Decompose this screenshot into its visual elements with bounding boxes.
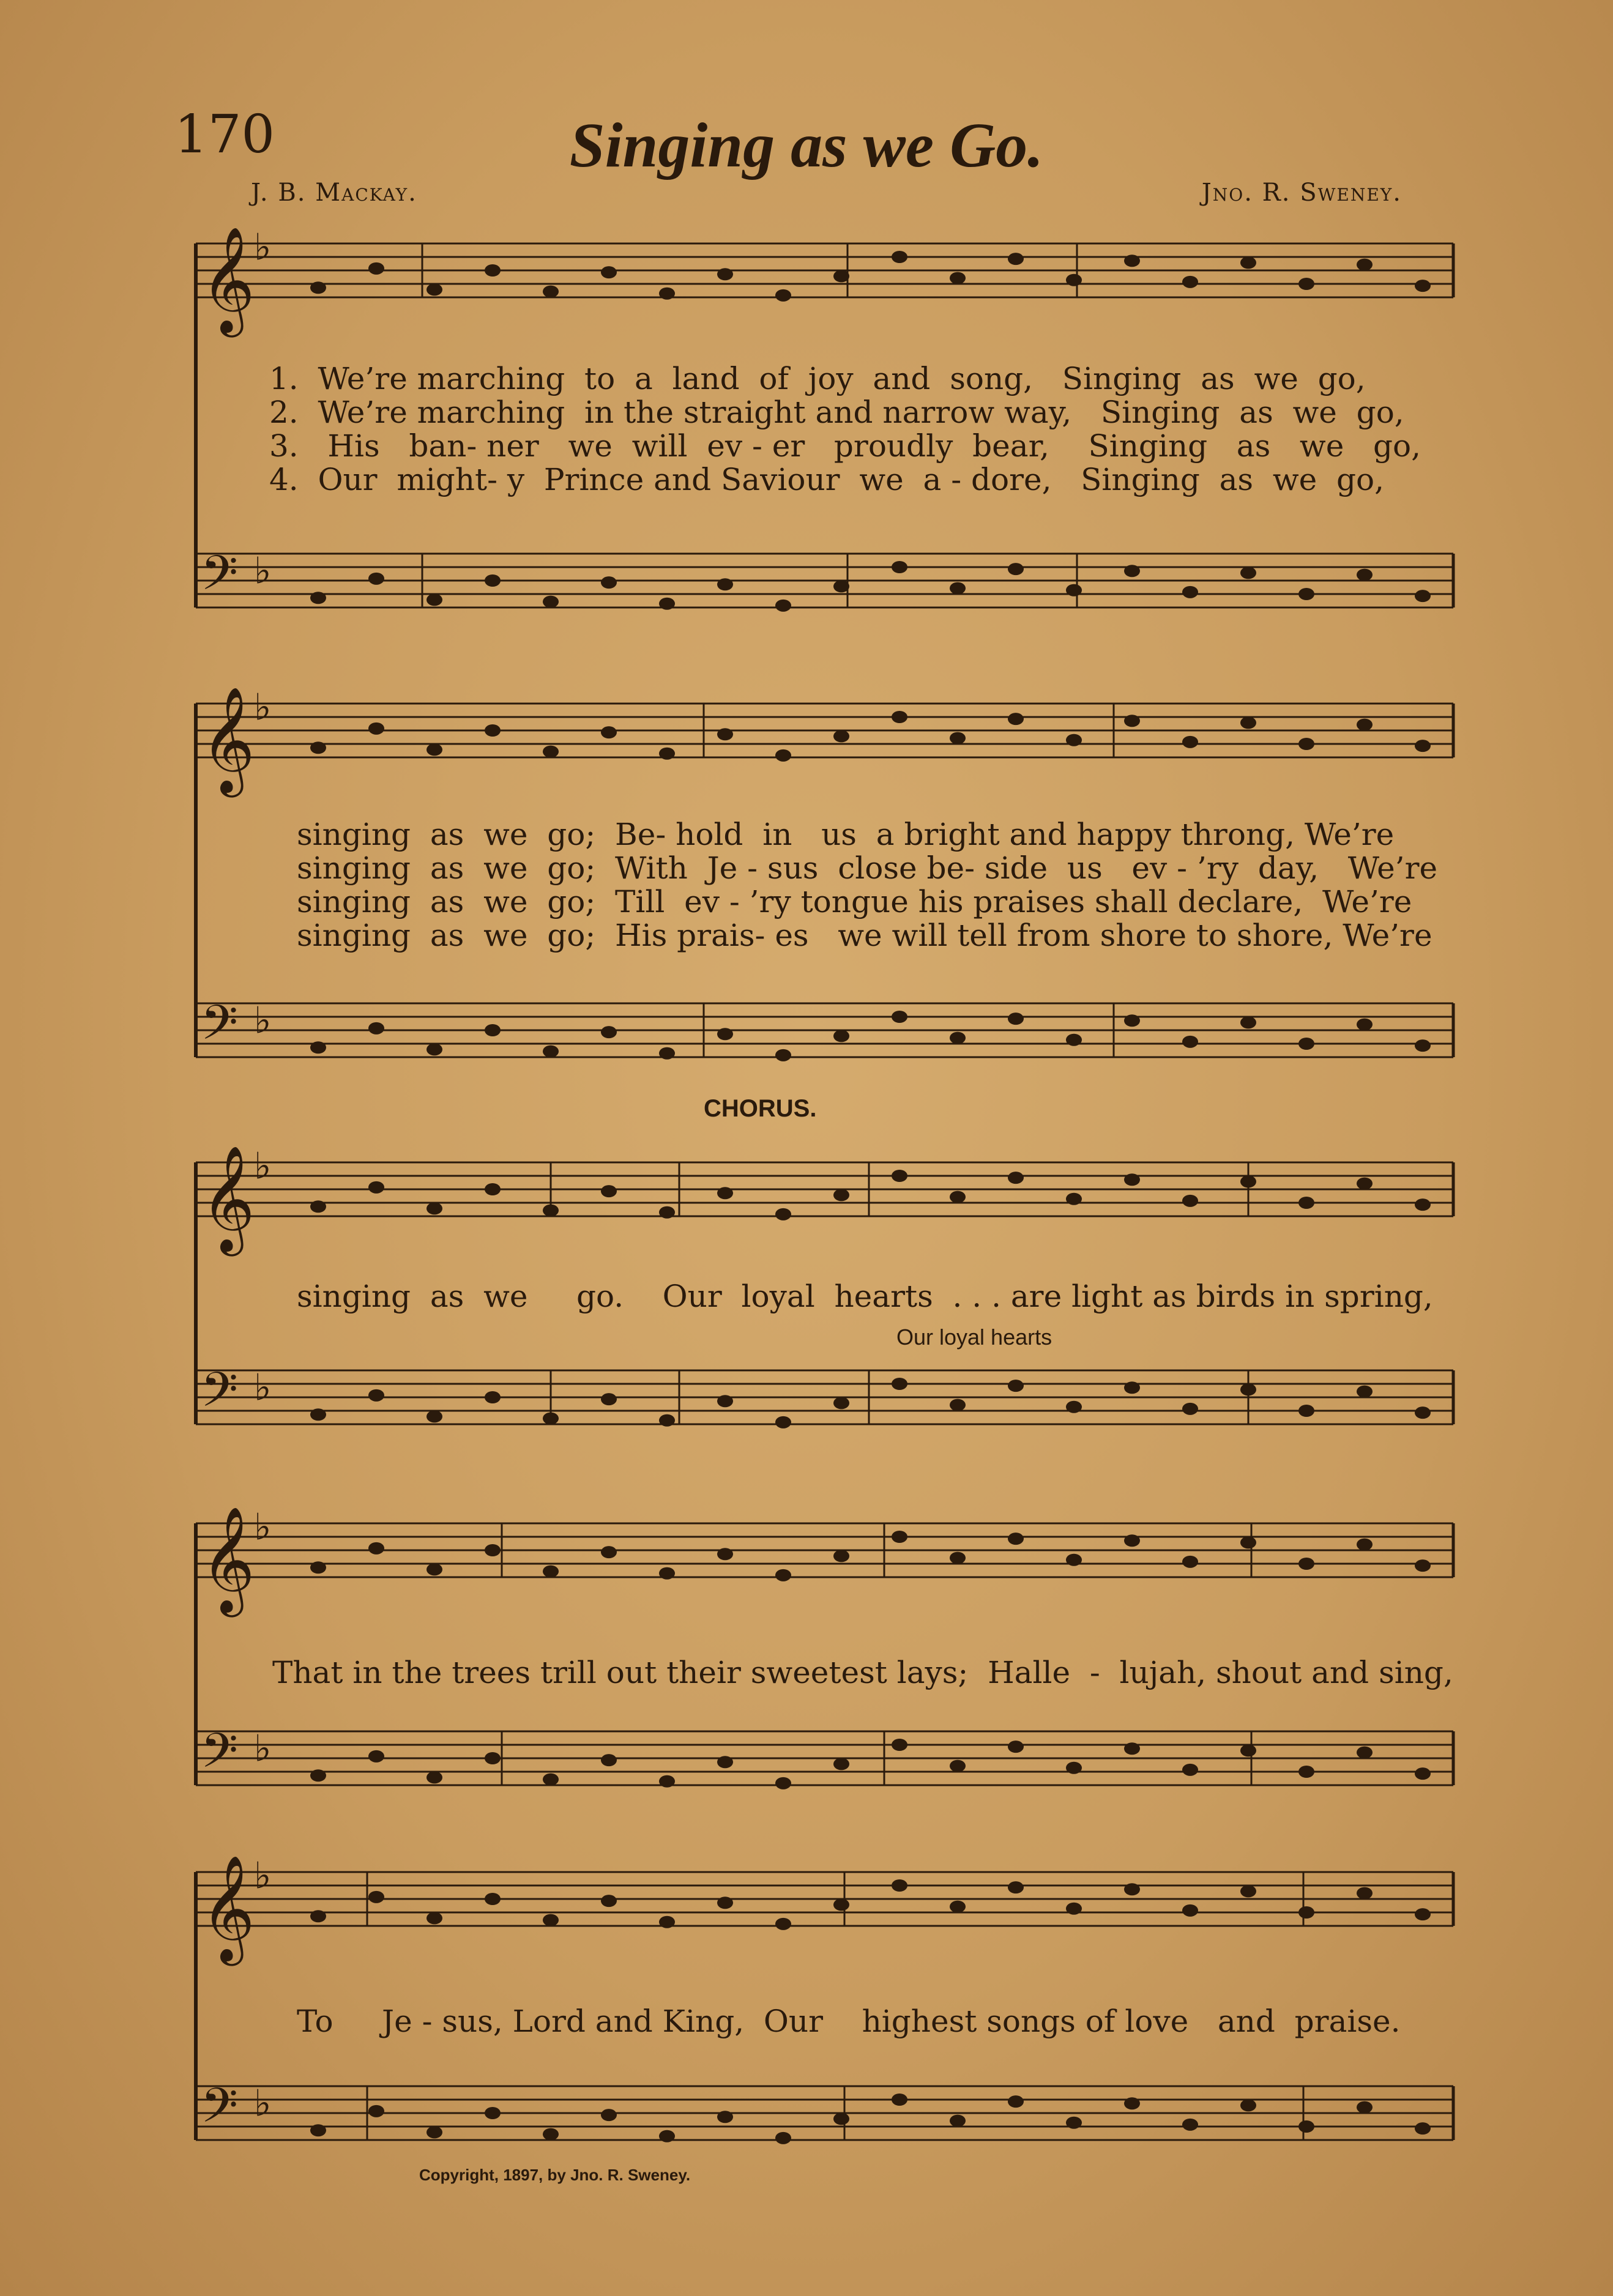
lyricist-credit: J. B. Mackay. bbox=[251, 179, 417, 207]
note-head bbox=[1066, 1193, 1082, 1205]
note-head bbox=[775, 1918, 791, 1930]
note-head bbox=[1415, 280, 1431, 292]
hymn-title: Singing as we Go. bbox=[569, 110, 1044, 180]
note-head bbox=[368, 1891, 384, 1903]
note-head bbox=[485, 1893, 501, 1905]
flat-icon: ♭ bbox=[254, 1854, 272, 1898]
flat-icon: ♭ bbox=[254, 1727, 272, 1770]
note-head bbox=[950, 1032, 966, 1044]
note-head bbox=[543, 1413, 559, 1425]
note-head bbox=[1298, 1038, 1314, 1050]
note-head bbox=[543, 1566, 559, 1578]
note-head bbox=[1182, 1195, 1198, 1207]
treble-clef-icon: 𝄞 bbox=[201, 1506, 255, 1613]
note-head bbox=[833, 1758, 849, 1770]
copyright-notice: Copyright, 1897, by Jno. R. Sweney. bbox=[419, 2166, 691, 2184]
note-head bbox=[543, 1205, 559, 1217]
flat-icon: ♭ bbox=[254, 1366, 272, 1410]
note-head bbox=[1008, 253, 1024, 265]
note-head bbox=[892, 1531, 907, 1543]
note-head bbox=[310, 741, 326, 754]
note-head bbox=[833, 2112, 849, 2125]
note-head bbox=[659, 1775, 675, 1788]
bass-clef-icon: 𝄢 bbox=[201, 995, 239, 1063]
flat-icon: ♭ bbox=[254, 226, 272, 269]
note-head bbox=[310, 1408, 326, 1421]
note-head bbox=[1240, 716, 1256, 729]
note-head bbox=[1415, 1767, 1431, 1780]
verse-3-line-2: singing as we go; Till ev - ’ry tongue his praises shall declare, We’re bbox=[297, 884, 1412, 920]
note-head bbox=[1182, 736, 1198, 748]
note-head bbox=[1124, 1883, 1140, 1895]
note-head bbox=[310, 281, 326, 294]
note-head bbox=[1298, 588, 1314, 600]
note-head bbox=[833, 1550, 849, 1562]
note-head bbox=[717, 1756, 733, 1768]
note-head bbox=[659, 1916, 675, 1928]
note-head bbox=[1415, 1198, 1431, 1211]
note-head bbox=[950, 2115, 966, 2127]
note-head bbox=[1357, 259, 1373, 271]
note-head bbox=[485, 264, 501, 277]
note-head bbox=[1008, 1881, 1024, 1893]
note-head bbox=[1066, 1762, 1082, 1774]
note-head bbox=[601, 266, 617, 278]
note-head bbox=[485, 1024, 501, 1036]
treble-clef-icon: 𝄞 bbox=[201, 226, 255, 333]
note-head bbox=[833, 1397, 849, 1409]
verse-4-line-2: singing as we go; His prais- es we will tell from shore to shore, We’re bbox=[297, 918, 1432, 953]
note-head bbox=[1298, 1558, 1314, 1570]
note-head bbox=[427, 2126, 442, 2138]
note-head bbox=[1066, 734, 1082, 746]
note-head bbox=[543, 1774, 559, 1786]
note-head bbox=[485, 1183, 501, 1195]
note-head bbox=[485, 724, 501, 737]
note-head bbox=[368, 2105, 384, 2117]
note-head bbox=[368, 1022, 384, 1035]
note-head bbox=[1124, 1381, 1140, 1394]
note-head bbox=[1124, 1173, 1140, 1186]
note-head bbox=[543, 1914, 559, 1926]
note-head bbox=[659, 1047, 675, 1060]
note-head bbox=[1415, 1559, 1431, 1572]
note-head bbox=[892, 711, 907, 723]
note-head bbox=[833, 580, 849, 592]
verse-3-line-1: 3. His ban- ner we will ev - er proudly bear, Singing as we go, bbox=[269, 428, 1421, 464]
note-head bbox=[601, 1026, 617, 1038]
treble-clef-icon: 𝄞 bbox=[201, 686, 255, 793]
note-head bbox=[368, 262, 384, 275]
chorus-line-3: To Je - sus, Lord and King, Our highest songs of love and praise. bbox=[297, 2004, 1401, 2039]
note-head bbox=[1298, 1405, 1314, 1417]
note-head bbox=[310, 592, 326, 604]
note-head bbox=[1008, 563, 1024, 575]
note-head bbox=[892, 251, 907, 263]
note-head bbox=[1066, 1034, 1082, 1046]
note-head bbox=[1008, 1380, 1024, 1392]
note-head bbox=[950, 1191, 966, 1203]
composer-credit: Jno. R. Sweney. bbox=[1201, 179, 1402, 207]
staff-lines bbox=[196, 243, 1453, 2140]
verse-1-line-1: 1. We’re marching to a land of joy and song, Singing as we go, bbox=[269, 361, 1366, 396]
note-head bbox=[1240, 1744, 1256, 1756]
note-head bbox=[1240, 1383, 1256, 1395]
note-head bbox=[1415, 1406, 1431, 1419]
note-head bbox=[1066, 2117, 1082, 2129]
flat-icon: ♭ bbox=[254, 2082, 272, 2125]
note-head bbox=[427, 593, 442, 606]
note-head bbox=[1298, 278, 1314, 290]
note-head bbox=[1008, 1172, 1024, 1184]
note-head bbox=[1124, 1742, 1140, 1755]
verse-2-line-1: 2. We’re marching in the straight and narrow way, Singing as we go, bbox=[269, 395, 1404, 430]
note-head bbox=[1415, 590, 1431, 602]
note-head bbox=[1357, 719, 1373, 731]
note-head bbox=[717, 578, 733, 590]
note-head bbox=[659, 2130, 675, 2142]
note-head bbox=[543, 1046, 559, 1058]
note-head bbox=[659, 1567, 675, 1580]
note-head bbox=[659, 1206, 675, 1219]
note-head bbox=[1182, 586, 1198, 598]
note-head bbox=[717, 2111, 733, 2123]
note-head bbox=[717, 1028, 733, 1040]
note-head bbox=[1298, 1766, 1314, 1778]
note-head bbox=[1240, 1536, 1256, 1548]
note-head bbox=[717, 1187, 733, 1199]
note-head bbox=[775, 1049, 791, 1061]
note-head bbox=[717, 1897, 733, 1909]
note-head bbox=[1182, 1403, 1198, 1415]
note-head bbox=[833, 1898, 849, 1911]
note-head bbox=[892, 1739, 907, 1751]
note-head bbox=[1240, 567, 1256, 579]
note-head bbox=[892, 1011, 907, 1023]
note-head bbox=[427, 283, 442, 295]
note-head bbox=[368, 573, 384, 585]
note-head bbox=[310, 1769, 326, 1781]
note-head bbox=[659, 598, 675, 610]
note-head bbox=[659, 748, 675, 760]
note-head bbox=[601, 1895, 617, 1907]
note-head bbox=[775, 1208, 791, 1220]
note-head bbox=[427, 1912, 442, 1924]
note-head bbox=[950, 1760, 966, 1772]
note-head bbox=[310, 1041, 326, 1053]
note-head bbox=[1124, 2097, 1140, 2109]
note-head bbox=[485, 1391, 501, 1403]
note-head bbox=[717, 268, 733, 280]
bass-clef-icon: 𝄢 bbox=[201, 546, 239, 613]
note-head bbox=[1357, 1887, 1373, 1900]
note-head bbox=[717, 1548, 733, 1560]
note-head bbox=[833, 730, 849, 742]
note-head bbox=[892, 1378, 907, 1390]
note-head bbox=[892, 2094, 907, 2106]
note-head bbox=[1298, 2120, 1314, 2133]
note-head bbox=[892, 1879, 907, 1892]
note-head bbox=[1008, 1741, 1024, 1753]
bass-clef-icon: 𝄢 bbox=[201, 1362, 239, 1430]
note-head bbox=[1240, 1016, 1256, 1028]
note-head bbox=[1415, 1039, 1431, 1052]
note-head bbox=[775, 1416, 791, 1428]
note-head bbox=[368, 1750, 384, 1763]
note-head bbox=[1124, 254, 1140, 267]
note-head bbox=[1066, 1401, 1082, 1413]
note-head bbox=[1298, 1197, 1314, 1209]
note-head bbox=[775, 289, 791, 302]
note-head bbox=[368, 723, 384, 735]
verse-2-line-2: singing as we go; With Je - sus close be- side us ev - ’ry day, We’re bbox=[297, 850, 1438, 886]
chorus-line-2: That in the trees trill out their sweetest lays; Halle - lujah, shout and sing, bbox=[272, 1655, 1453, 1690]
note-head bbox=[1066, 274, 1082, 286]
note-head bbox=[1008, 1012, 1024, 1025]
flat-icon: ♭ bbox=[254, 1506, 272, 1549]
note-head bbox=[427, 1771, 442, 1783]
note-head bbox=[1357, 569, 1373, 581]
note-head bbox=[601, 726, 617, 738]
note-head bbox=[601, 2109, 617, 2121]
bass-clef-icon: 𝄢 bbox=[201, 2078, 239, 2146]
note-head bbox=[1298, 1906, 1314, 1919]
flat-icon: ♭ bbox=[254, 549, 272, 593]
note-head bbox=[368, 1181, 384, 1194]
flat-icon: ♭ bbox=[254, 999, 272, 1042]
note-head bbox=[659, 288, 675, 300]
note-head bbox=[543, 2128, 559, 2141]
note-head bbox=[543, 286, 559, 298]
note-head bbox=[1415, 2122, 1431, 2134]
note-head bbox=[659, 1414, 675, 1427]
note-head bbox=[950, 732, 966, 745]
verse-1-line-2: singing as we go; Be- hold in us a bright and happy throng, We’re bbox=[297, 817, 1395, 852]
note-head bbox=[950, 582, 966, 595]
note-head bbox=[833, 1030, 849, 1042]
note-head bbox=[1182, 1036, 1198, 1048]
note-head bbox=[950, 1901, 966, 1913]
note-head bbox=[775, 600, 791, 612]
note-head bbox=[1357, 1019, 1373, 1031]
note-head bbox=[485, 1752, 501, 1764]
note-head bbox=[1008, 713, 1024, 725]
note-head bbox=[1240, 1885, 1256, 1897]
note-head bbox=[310, 1200, 326, 1213]
note-head bbox=[1298, 738, 1314, 750]
note-head bbox=[1357, 1178, 1373, 1190]
note-head bbox=[950, 272, 966, 284]
note-head bbox=[833, 1189, 849, 1201]
note-head bbox=[1066, 584, 1082, 596]
note-head bbox=[892, 561, 907, 573]
note-head bbox=[1182, 1556, 1198, 1568]
note-head bbox=[485, 1544, 501, 1556]
note-head bbox=[1182, 2119, 1198, 2131]
note-head bbox=[717, 1395, 733, 1407]
note-head bbox=[1240, 1175, 1256, 1187]
note-head bbox=[1357, 2101, 1373, 2114]
note-head bbox=[427, 1043, 442, 1055]
bass-clef-icon: 𝄢 bbox=[201, 1723, 239, 1791]
note-head bbox=[1415, 740, 1431, 752]
note-head bbox=[717, 728, 733, 740]
note-head bbox=[775, 749, 791, 762]
note-head bbox=[427, 1563, 442, 1575]
note-head bbox=[1008, 2095, 1024, 2108]
note-head bbox=[1240, 256, 1256, 269]
bass-echo-lyric: Our loyal hearts bbox=[896, 1324, 1052, 1350]
note-head bbox=[485, 574, 501, 587]
note-head bbox=[1066, 1903, 1082, 1915]
note-head bbox=[775, 1777, 791, 1789]
note-head bbox=[485, 2107, 501, 2119]
verse-4-line-1: 4. Our might- y Prince and Saviour we a - dore, Singing as we go, bbox=[269, 462, 1385, 497]
chorus-label: CHORUS. bbox=[704, 1095, 817, 1122]
page-number: 170 bbox=[174, 104, 275, 165]
note-head bbox=[310, 1561, 326, 1573]
note-head bbox=[368, 1389, 384, 1402]
note-head bbox=[427, 1410, 442, 1422]
note-head bbox=[775, 2132, 791, 2144]
note-head bbox=[1182, 1904, 1198, 1917]
note-head bbox=[427, 1202, 442, 1214]
note-head bbox=[310, 1910, 326, 1922]
chorus-line-1: singing as we go. Our loyal hearts . . . are light as birds in spring, bbox=[297, 1279, 1433, 1314]
note-head bbox=[950, 1552, 966, 1564]
treble-clef-icon: 𝄞 bbox=[201, 1855, 255, 1961]
note-head bbox=[1240, 2099, 1256, 2111]
note-head bbox=[1124, 1534, 1140, 1547]
note-head bbox=[543, 746, 559, 758]
note-head bbox=[833, 270, 849, 282]
note-head bbox=[775, 1569, 791, 1581]
note-head bbox=[601, 1754, 617, 1766]
note-head bbox=[1182, 1764, 1198, 1776]
note-head bbox=[310, 2124, 326, 2136]
note-head bbox=[1357, 1747, 1373, 1759]
note-head bbox=[1124, 565, 1140, 577]
note-head bbox=[1182, 276, 1198, 288]
clefs bbox=[201, 226, 271, 2146]
note-head bbox=[601, 1185, 617, 1197]
note-head bbox=[950, 1399, 966, 1411]
treble-clef-icon: 𝄞 bbox=[201, 1145, 255, 1252]
note-head bbox=[601, 576, 617, 589]
note-head bbox=[1124, 1014, 1140, 1027]
note-head bbox=[427, 743, 442, 756]
note-head bbox=[543, 596, 559, 608]
flat-icon: ♭ bbox=[254, 686, 272, 729]
note-head bbox=[1415, 1908, 1431, 1920]
note-heads bbox=[310, 217, 1431, 2144]
flat-icon: ♭ bbox=[254, 1145, 272, 1188]
note-head bbox=[601, 1546, 617, 1558]
note-head bbox=[1124, 715, 1140, 727]
note-head bbox=[1008, 1533, 1024, 1545]
note-head bbox=[1357, 1386, 1373, 1398]
note-head bbox=[601, 1393, 617, 1405]
note-head bbox=[892, 1170, 907, 1182]
note-head bbox=[1357, 1539, 1373, 1551]
note-head bbox=[1066, 1554, 1082, 1566]
note-head bbox=[368, 1542, 384, 1555]
